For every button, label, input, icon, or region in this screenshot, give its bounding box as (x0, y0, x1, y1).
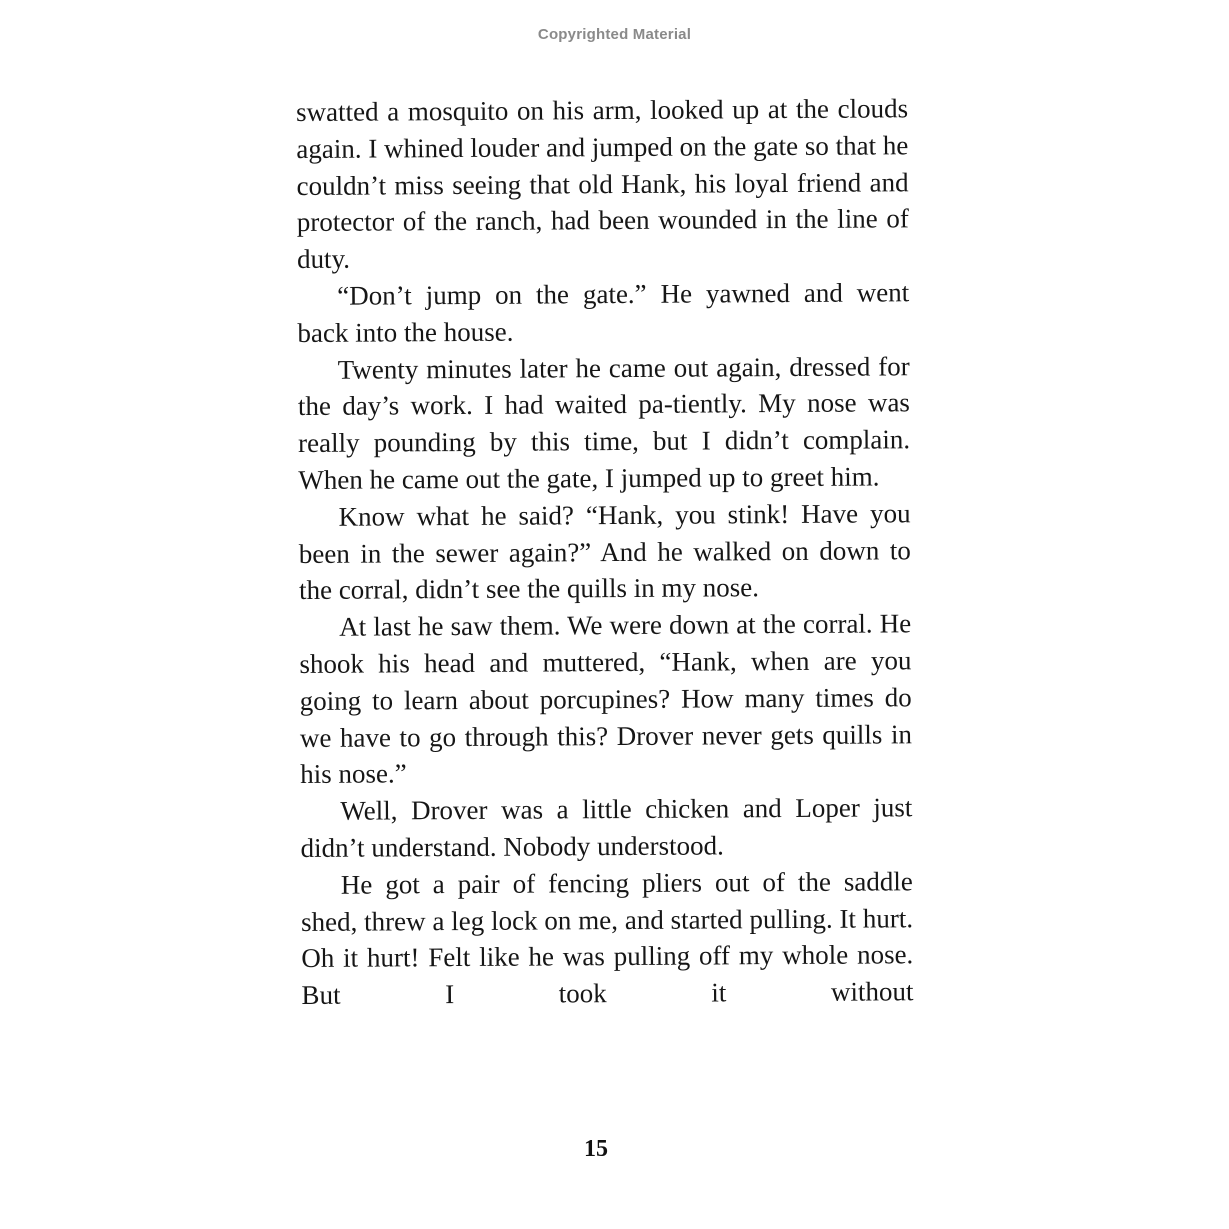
paragraph-drover-chicken: Well, Drover was a little chicken and Loper just didn’t understand. Nobody understood. (300, 792, 913, 863)
paragraph-continuation: swatted a mosquito on his arm, looked up at the clouds again. I whined louder and jumped on the gate so that he couldn’t miss seeing that old Hank, his loyal friend and protector of the ranch, had been wounded in the line of duty. (296, 93, 909, 275)
paragraph-know-what-he-said: Know what he said? “Hank, you stink! Have you been in the sewer again?” And he walked on down to the corral, didn’t see the quills in my nose. (298, 498, 911, 606)
paragraph-dont-jump: “Don’t jump on the gate.” He yawned and went back into the house. (297, 277, 910, 348)
copyright-watermark: Copyrighted Material (537, 26, 692, 43)
paragraph-fencing-pliers: He got a pair of fencing pliers out of the saddle shed, threw a leg lock on me, and started pulling. It hurt. Oh it hurt! Felt like he was pulling off my whole nose. But I took it without (300, 865, 914, 1011)
paragraph-at-last: At last he saw them. We were down at the corral. He shook his head and muttered, “Hank, when are you going to learn about porcupines? How many times do we have to go through this? Drover never gets quills in his nose.” (299, 608, 913, 790)
page-body-text (296, 90, 914, 1014)
paragraph-twenty-minutes: Twenty minutes later he came out again, dressed for the day’s work. I had waited pa-tiently. My nose was really pounding by this time, but I didn’t complain. When he came out the gate, I jumped up to greet him. (297, 350, 911, 495)
page-number: 15 (584, 1136, 608, 1162)
